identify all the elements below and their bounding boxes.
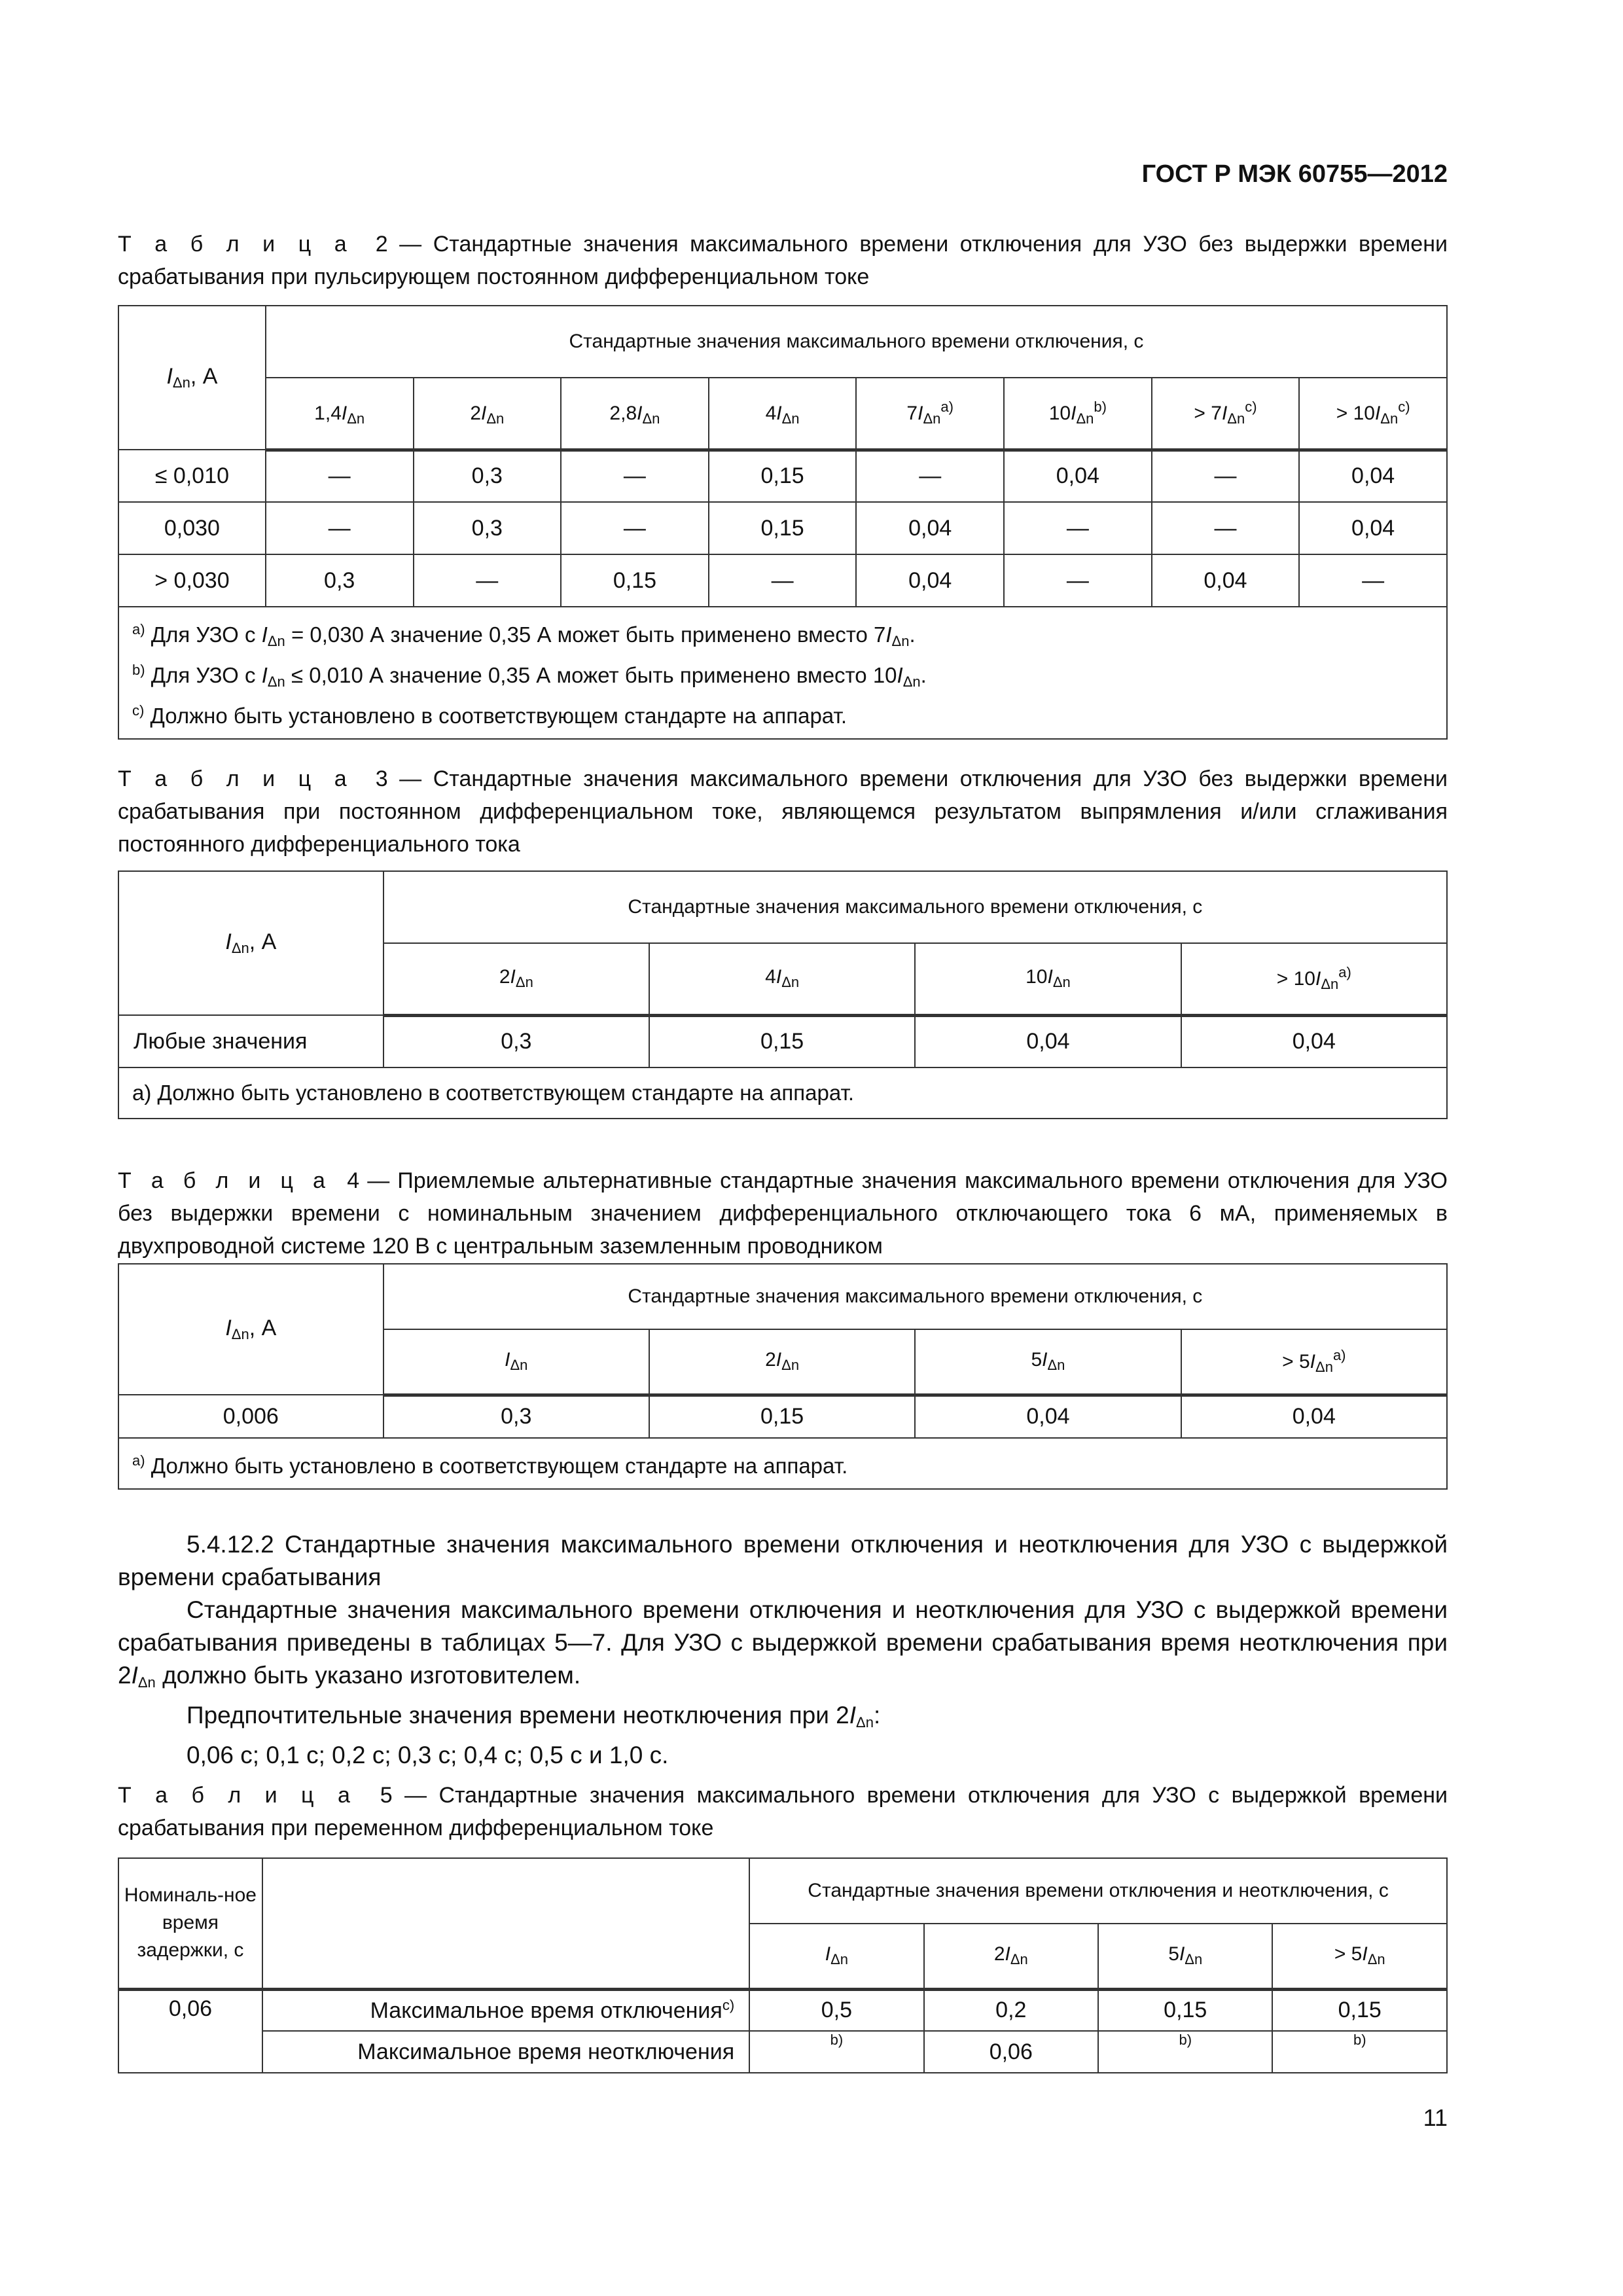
table-row: 0,030 — 0,3 — 0,15 0,04 — — 0,04 (118, 502, 1447, 554)
table5: Номиналь-ное время задержки, с Стандартные значения времени отключения и неотключения, с $I_{\Delta n}$ $2I_{\Delta n}$ $5I_{\Delta n}$ > $5I_{\Delta n}$ 0,06 Максимальное время отключения$^{c)}$ 0,5 0,2 0,15 0,15 Максимальное время неотключения b) 0,06 b) b) (118, 1857, 1448, 2073)
table3-caption: Т а б л и ц а 3 — Стандартные значения максимального времени отключения для УЗО без выдержки времени срабатывания при постоянном дифференциальном токе, являющемся результатом выпрямления и/или сглаживания постоянного дифференциального тока (118, 766, 1448, 857)
footnote-c: $^{c)}$ Должно быть установлено в соответствующем стандарте на аппарат. (132, 702, 847, 728)
table2-col-2: $2I_{\Delta n}$ (414, 378, 562, 450)
table-row: Максимальное время неотключения b) 0,06 b) b) (118, 2031, 1447, 2073)
section-text (118, 1528, 1448, 1772)
table4-footnote: $^{a)}$ Должно быть установлено в соответствующем стандарте на аппарат. (118, 1438, 1447, 1489)
table2-col-3: $2,8I_{\Delta n}$ (561, 378, 709, 450)
table2-col-6: $10I_{\Delta n}^{b)}$ (1004, 378, 1152, 450)
table4-caption: Т а б л и ц а 4 — Приемлемые альтернативные стандартные значения максимального времени отключения для УЗО без выдержки времени с номинальным значением дифференциального отключающего тока 6 мА, применяемых в двухпроводной системе 120 В с центральным заземленным проводником (118, 1168, 1448, 1259)
table5-caption: Т а б л и ц а 5 — Стандартные значения максимального времени отключения для УЗО с выдержкой времени срабатывания при переменном дифференциальном токе (118, 1783, 1448, 1840)
table4: $I_{\Delta n}$, А Стандартные значения максимального времени отключения, с $I_{\Delta n}$ $2I_{\Delta n}$ $5I_{\Delta n}$ > $5I_{\Delta n}^{a)}$ 0,006 0,3 0,15 0,04 0,04 $^{a)}$ Должно быть установлено в соответствующем стандарте на аппарат. (118, 1263, 1448, 1490)
table2 (118, 305, 1448, 740)
table-row: 0,006 0,3 0,15 0,04 0,04 (118, 1395, 1447, 1438)
table-row: ≤ 0,010 — 0,3 — 0,15 — 0,04 — 0,04 (118, 450, 1447, 502)
table2-footnotes (118, 607, 1447, 739)
table-row: > 0,030 0,3 — 0,15 — 0,04 — 0,04 — (118, 554, 1447, 607)
table3: $I_{\Delta n}$, А Стандартные значения максимального времени отключения, с $2I_{\Delta n}$ $4I_{\Delta n}$ $10I_{\Delta n}$ > $10I_{\Delta n}^{a)}$ Любые значения 0,3 0,15 0,04 0,04 а) Должно быть установлено в соответствующем стандарте на аппарат. (118, 870, 1448, 1119)
table5-corner: Номиналь-ное время задержки, с (118, 1858, 262, 1989)
table2-caption: Т а б л и ц а 2 — Стандартные значения максимального времени отключения для УЗО без выдержки времени срабатывания при пульсирующем постоянном дифференциальном токе (118, 232, 1448, 289)
table4-idn-header: $I_{\Delta n}$, А (118, 1264, 383, 1395)
table2-col-header: Стандартные значения максимального времени отключения, с (266, 306, 1447, 378)
table2-col-7: > $7I_{\Delta n}^{c)}$ (1152, 378, 1300, 450)
section-heading: 5.4.12.2 Стандартные значения максимального времени отключения и неотключения для УЗО с выдержкой времени срабатывания (118, 1531, 1448, 1590)
table3-idn-header: $I_{\Delta n}$, А (118, 871, 383, 1015)
table2-col-4: $4I_{\Delta n}$ (709, 378, 857, 450)
section-paragraph-1: Стандартные значения максимального времени отключения и неотключения для УЗО с выдержкой времени срабатывания приведены в таблицах 5—7. Для УЗО с выдержкой времени срабатывания время неотключения при $2I_{\Delta n}$ должно быть указано изготовителем. (118, 1596, 1448, 1691)
footnote-b: $^{b)}$ Для УЗО с $I_{\Delta n} \le 0,010$ А значение 0,35 А может быть применено вместо $10I_{\Delta n}$. (132, 662, 927, 690)
table2-col-5: $7I_{\Delta n}^{a)}$ (856, 378, 1004, 450)
table3-footnote: а) Должно быть установлено в соответствующем стандарте на аппарат. (118, 1067, 1447, 1119)
table2-col-1: $1,4I_{\Delta n}$ (266, 378, 414, 450)
section-paragraph-2: Предпочтительные значения времени неотключения при $2I_{\Delta n}$: (187, 1702, 881, 1731)
page-number: 11 (1423, 2104, 1448, 2131)
table-row: 0,06 Максимальное время отключения$^{c)}$ 0,5 0,2 0,15 0,15 (118, 1989, 1447, 2031)
table2-col-8: > $10I_{\Delta n}^{c)}$ (1299, 378, 1447, 450)
section-paragraph-3: 0,06 с; 0,1 с; 0,2 с; 0,3 с; 0,4 с; 0,5 с и 1,0 с. (187, 1742, 669, 1768)
table-row: Любые значения 0,3 0,15 0,04 0,04 (118, 1015, 1447, 1067)
table2-idn-header: $I_{\Delta n}$, А (118, 306, 266, 450)
footnote-a: $^{a)}$ Для УЗО с $I_{\Delta n} = 0,030$ А значение 0,35 А может быть применено вместо $7I_{\Delta n}$. (132, 621, 916, 649)
document-header: ГОСТ Р МЭК 60755—2012 (1141, 160, 1448, 188)
